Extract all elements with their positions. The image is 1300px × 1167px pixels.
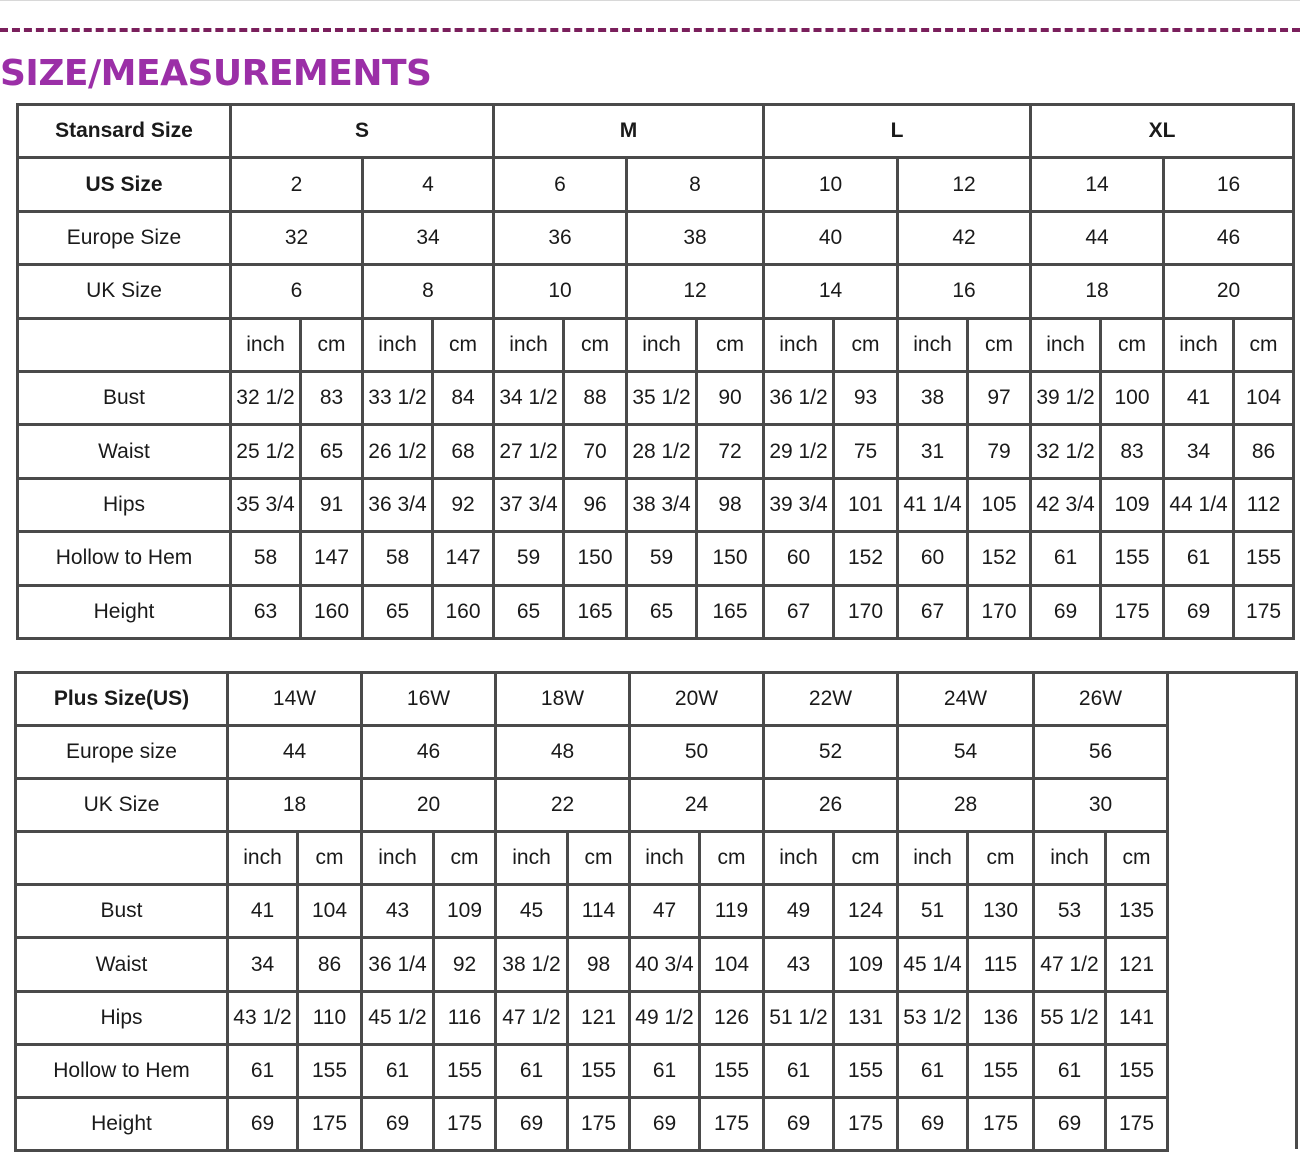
measurement-value: 110 — [298, 991, 362, 1044]
measurement-value: 84 — [433, 371, 494, 424]
measurement-value: 34 1/2 — [494, 371, 564, 424]
height-label: Height — [18, 585, 231, 638]
plus-europe-size-value: 46 — [362, 726, 496, 779]
table-row-plus-size — [16, 673, 1168, 726]
table-row-plus-height — [16, 1097, 1168, 1150]
measurement-value: 70 — [564, 425, 627, 478]
unit-cm: cm — [434, 832, 496, 885]
measurement-value: 109 — [434, 885, 496, 938]
bust-label: Bust — [18, 371, 231, 424]
top-border-line — [0, 0, 1300, 5]
measurement-value: 38 — [898, 371, 968, 424]
measurement-value: 61 — [898, 1044, 968, 1097]
measurement-value: 53 1/2 — [898, 991, 968, 1044]
unit-inch: inch — [228, 832, 298, 885]
measurement-value: 63 — [231, 585, 301, 638]
plus-europe-size-label: Europe size — [16, 726, 228, 779]
measurement-value: 34 — [1164, 425, 1234, 478]
measurement-value: 150 — [697, 532, 764, 585]
uk-size-value: 10 — [494, 265, 627, 318]
measurement-value: 170 — [834, 585, 898, 638]
measurement-value: 33 1/2 — [363, 371, 433, 424]
us-size-value: 12 — [898, 158, 1031, 211]
measurement-value: 55 1/2 — [1034, 991, 1106, 1044]
measurement-value: 69 — [362, 1097, 434, 1150]
uk-size-value: 8 — [363, 265, 494, 318]
measurement-value: 115 — [968, 938, 1034, 991]
measurement-value: 28 1/2 — [627, 425, 697, 478]
table-row-height — [18, 585, 1294, 638]
measurement-value: 31 — [898, 425, 968, 478]
measurement-value: 175 — [700, 1097, 764, 1150]
measurement-value: 155 — [1234, 532, 1294, 585]
measurement-value: 43 1/2 — [228, 991, 298, 1044]
measurement-value: 53 — [1034, 885, 1106, 938]
uk-size-value: 14 — [764, 265, 898, 318]
measurement-value: 60 — [764, 532, 834, 585]
plus-europe-size-value: 56 — [1034, 726, 1168, 779]
plus-size-value: 22W — [764, 673, 898, 726]
measurement-value: 92 — [434, 938, 496, 991]
measurement-value: 61 — [228, 1044, 298, 1097]
measurement-value: 97 — [968, 371, 1031, 424]
measurement-value: 96 — [564, 478, 627, 531]
measurement-value: 39 1/2 — [1031, 371, 1101, 424]
us-size-value: 14 — [1031, 158, 1164, 211]
measurement-value: 104 — [700, 938, 764, 991]
measurement-value: 43 — [362, 885, 434, 938]
plus-hips-label: Hips — [16, 991, 228, 1044]
measurement-value: 37 3/4 — [494, 478, 564, 531]
measurement-value: 86 — [1234, 425, 1294, 478]
measurement-value: 43 — [764, 938, 834, 991]
measurement-value: 141 — [1106, 991, 1168, 1044]
plus-europe-size-value: 54 — [898, 726, 1034, 779]
measurement-value: 69 — [228, 1097, 298, 1150]
size-group-xl: XL — [1031, 105, 1294, 158]
measurement-value: 36 1/4 — [362, 938, 434, 991]
plus-size-value: 20W — [630, 673, 764, 726]
unit-inch: inch — [764, 318, 834, 371]
measurement-value: 61 — [362, 1044, 434, 1097]
measurement-value: 25 1/2 — [231, 425, 301, 478]
measurement-value: 155 — [298, 1044, 362, 1097]
table-row-plus-hollow-to-hem — [16, 1044, 1168, 1097]
europe-size-value: 32 — [231, 211, 363, 264]
europe-size-value: 42 — [898, 211, 1031, 264]
measurement-value: 147 — [301, 532, 363, 585]
unit-inch: inch — [898, 318, 968, 371]
measurement-value: 65 — [363, 585, 433, 638]
table-row-plus-hips — [16, 991, 1168, 1044]
measurement-value: 69 — [630, 1097, 700, 1150]
unit-cm: cm — [697, 318, 764, 371]
table-row-plus-bust — [16, 885, 1168, 938]
unit-inch: inch — [764, 832, 834, 885]
plus-uk-size-value: 18 — [228, 779, 362, 832]
plus-europe-size-value: 52 — [764, 726, 898, 779]
measurement-value: 61 — [1164, 532, 1234, 585]
plus-europe-size-value: 48 — [496, 726, 630, 779]
europe-size-value: 34 — [363, 211, 494, 264]
europe-size-value: 44 — [1031, 211, 1164, 264]
uk-size-value: 20 — [1164, 265, 1294, 318]
measurement-value: 61 — [630, 1044, 700, 1097]
hollow-to-hem-label: Hollow to Hem — [18, 532, 231, 585]
measurement-value: 86 — [298, 938, 362, 991]
measurement-value: 45 1/2 — [362, 991, 434, 1044]
us-size-value: 16 — [1164, 158, 1294, 211]
measurement-value: 36 3/4 — [363, 478, 433, 531]
measurement-value: 49 — [764, 885, 834, 938]
measurement-value: 105 — [968, 478, 1031, 531]
unit-inch: inch — [363, 318, 433, 371]
plus-uk-size-value: 20 — [362, 779, 496, 832]
us-size-label: US Size — [18, 158, 231, 211]
table-row-standard-size — [18, 105, 1294, 158]
measurement-value: 67 — [764, 585, 834, 638]
measurement-value: 34 — [228, 938, 298, 991]
measurement-value: 45 1/4 — [898, 938, 968, 991]
measurement-value: 65 — [301, 425, 363, 478]
measurement-value: 41 — [1164, 371, 1234, 424]
table-row-uk-size — [18, 265, 1294, 318]
europe-size-label: Europe Size — [18, 211, 231, 264]
standard-size-table — [16, 103, 1295, 640]
unit-cm: cm — [968, 318, 1031, 371]
unit-cm: cm — [301, 318, 363, 371]
table-row-bust — [18, 371, 1294, 424]
measurement-value: 121 — [568, 991, 630, 1044]
uk-size-value: 6 — [231, 265, 363, 318]
dashed-divider — [0, 28, 1300, 32]
measurement-value: 42 3/4 — [1031, 478, 1101, 531]
size-group-l: L — [764, 105, 1031, 158]
measurement-value: 165 — [564, 585, 627, 638]
measurement-value: 155 — [968, 1044, 1034, 1097]
unit-inch: inch — [1034, 832, 1106, 885]
measurement-value: 175 — [568, 1097, 630, 1150]
measurement-value: 109 — [1101, 478, 1164, 531]
unit-cm: cm — [700, 832, 764, 885]
unit-inch: inch — [362, 832, 434, 885]
measurement-value: 69 — [764, 1097, 834, 1150]
measurement-value: 51 — [898, 885, 968, 938]
plus-uk-size-value: 26 — [764, 779, 898, 832]
plus-waist-label: Waist — [16, 938, 228, 991]
measurement-value: 136 — [968, 991, 1034, 1044]
europe-size-value: 38 — [627, 211, 764, 264]
unit-inch: inch — [630, 832, 700, 885]
measurement-value: 104 — [1234, 371, 1294, 424]
measurement-value: 61 — [1031, 532, 1101, 585]
measurement-value: 47 1/2 — [496, 991, 568, 1044]
unit-inch: inch — [496, 832, 568, 885]
measurement-value: 116 — [434, 991, 496, 1044]
table-row-plus-units — [16, 832, 1168, 885]
unit-inch: inch — [1164, 318, 1234, 371]
measurement-value: 59 — [494, 532, 564, 585]
units-blank-cell — [18, 318, 231, 371]
page-title: SIZE/MEASUREMENTS — [0, 53, 432, 94]
table-row-hips — [18, 478, 1294, 531]
unit-cm: cm — [1106, 832, 1168, 885]
hips-label: Hips — [18, 478, 231, 531]
measurement-value: 51 1/2 — [764, 991, 834, 1044]
measurement-value: 35 3/4 — [231, 478, 301, 531]
measurement-value: 92 — [433, 478, 494, 531]
europe-size-value: 46 — [1164, 211, 1294, 264]
plus-uk-size-value: 24 — [630, 779, 764, 832]
measurement-value: 41 — [228, 885, 298, 938]
measurement-value: 175 — [298, 1097, 362, 1150]
measurement-value: 155 — [1101, 532, 1164, 585]
measurement-value: 49 1/2 — [630, 991, 700, 1044]
plus-size-label: Plus Size(US) — [16, 673, 228, 726]
measurement-value: 160 — [301, 585, 363, 638]
waist-label: Waist — [18, 425, 231, 478]
measurement-value: 32 1/2 — [1031, 425, 1101, 478]
measurement-value: 155 — [1106, 1044, 1168, 1097]
measurement-value: 98 — [697, 478, 764, 531]
measurement-value: 27 1/2 — [494, 425, 564, 478]
us-size-value: 8 — [627, 158, 764, 211]
measurement-value: 112 — [1234, 478, 1294, 531]
measurement-value: 45 — [496, 885, 568, 938]
plus-size-value: 26W — [1034, 673, 1168, 726]
measurement-value: 175 — [968, 1097, 1034, 1150]
measurement-value: 130 — [968, 885, 1034, 938]
measurement-value: 119 — [700, 885, 764, 938]
measurement-value: 121 — [1106, 938, 1168, 991]
uk-size-value: 12 — [627, 265, 764, 318]
measurement-value: 36 1/2 — [764, 371, 834, 424]
measurement-value: 59 — [627, 532, 697, 585]
plus-size-value: 16W — [362, 673, 496, 726]
units-blank-cell — [16, 832, 228, 885]
measurement-value: 170 — [968, 585, 1031, 638]
table-row-us-size — [18, 158, 1294, 211]
measurement-value: 152 — [834, 532, 898, 585]
plus-uk-size-label: UK Size — [16, 779, 228, 832]
us-size-value: 6 — [494, 158, 627, 211]
unit-cm: cm — [433, 318, 494, 371]
measurement-value: 65 — [494, 585, 564, 638]
measurement-value: 61 — [496, 1044, 568, 1097]
measurement-value: 35 1/2 — [627, 371, 697, 424]
unit-cm: cm — [834, 832, 898, 885]
measurement-value: 175 — [1101, 585, 1164, 638]
unit-cm: cm — [834, 318, 898, 371]
measurement-value: 68 — [433, 425, 494, 478]
unit-cm: cm — [1234, 318, 1294, 371]
measurement-value: 124 — [834, 885, 898, 938]
measurement-value: 155 — [434, 1044, 496, 1097]
plus-europe-size-value: 44 — [228, 726, 362, 779]
measurement-value: 160 — [433, 585, 494, 638]
measurement-value: 65 — [627, 585, 697, 638]
us-size-value: 2 — [231, 158, 363, 211]
measurement-value: 83 — [1101, 425, 1164, 478]
measurement-value: 79 — [968, 425, 1031, 478]
measurement-value: 44 1/4 — [1164, 478, 1234, 531]
plus-table-side-box — [1166, 671, 1298, 1149]
measurement-value: 109 — [834, 938, 898, 991]
uk-size-value: 18 — [1031, 265, 1164, 318]
europe-size-value: 40 — [764, 211, 898, 264]
table-row-europe-size — [18, 211, 1294, 264]
table-row-waist — [18, 425, 1294, 478]
measurement-value: 61 — [764, 1044, 834, 1097]
uk-size-label: UK Size — [18, 265, 231, 318]
measurement-value: 147 — [433, 532, 494, 585]
us-size-value: 4 — [363, 158, 494, 211]
measurement-value: 155 — [568, 1044, 630, 1097]
measurement-value: 104 — [298, 885, 362, 938]
plus-hollow-to-hem-label: Hollow to Hem — [16, 1044, 228, 1097]
measurement-value: 101 — [834, 478, 898, 531]
unit-inch: inch — [898, 832, 968, 885]
size-group-s: S — [231, 105, 494, 158]
table-row-units — [18, 318, 1294, 371]
measurement-value: 39 3/4 — [764, 478, 834, 531]
unit-cm: cm — [968, 832, 1034, 885]
measurement-value: 29 1/2 — [764, 425, 834, 478]
measurement-value: 40 3/4 — [630, 938, 700, 991]
unit-inch: inch — [231, 318, 301, 371]
uk-size-value: 16 — [898, 265, 1031, 318]
measurement-value: 152 — [968, 532, 1031, 585]
standard-size-label: Stansard Size — [18, 105, 231, 158]
unit-cm: cm — [568, 832, 630, 885]
measurement-value: 175 — [1234, 585, 1294, 638]
measurement-value: 100 — [1101, 371, 1164, 424]
measurement-value: 26 1/2 — [363, 425, 433, 478]
measurement-value: 72 — [697, 425, 764, 478]
plus-europe-size-value: 50 — [630, 726, 764, 779]
measurement-value: 38 1/2 — [496, 938, 568, 991]
measurement-value: 38 3/4 — [627, 478, 697, 531]
measurement-value: 165 — [697, 585, 764, 638]
plus-height-label: Height — [16, 1097, 228, 1150]
measurement-value: 155 — [700, 1044, 764, 1097]
measurement-value: 67 — [898, 585, 968, 638]
measurement-value: 90 — [697, 371, 764, 424]
measurement-value: 114 — [568, 885, 630, 938]
measurement-value: 61 — [1034, 1044, 1106, 1097]
measurement-value: 155 — [834, 1044, 898, 1097]
measurement-value: 135 — [1106, 885, 1168, 938]
table-row-plus-uk-size — [16, 779, 1168, 832]
plus-uk-size-value: 28 — [898, 779, 1034, 832]
unit-inch: inch — [627, 318, 697, 371]
plus-size-value: 18W — [496, 673, 630, 726]
table-row-plus-waist — [16, 938, 1168, 991]
unit-cm: cm — [564, 318, 627, 371]
measurement-value: 175 — [1106, 1097, 1168, 1150]
measurement-value: 150 — [564, 532, 627, 585]
table-row-plus-europe-size — [16, 726, 1168, 779]
measurement-value: 58 — [231, 532, 301, 585]
measurement-value: 126 — [700, 991, 764, 1044]
measurement-value: 69 — [1031, 585, 1101, 638]
measurement-value: 69 — [496, 1097, 568, 1150]
measurement-value: 93 — [834, 371, 898, 424]
measurement-value: 69 — [1034, 1097, 1106, 1150]
measurement-value: 32 1/2 — [231, 371, 301, 424]
unit-inch: inch — [494, 318, 564, 371]
plus-uk-size-value: 30 — [1034, 779, 1168, 832]
measurement-value: 131 — [834, 991, 898, 1044]
table-row-hollow-to-hem — [18, 532, 1294, 585]
size-group-m: M — [494, 105, 764, 158]
measurement-value: 75 — [834, 425, 898, 478]
plus-uk-size-value: 22 — [496, 779, 630, 832]
unit-cm: cm — [298, 832, 362, 885]
measurement-value: 60 — [898, 532, 968, 585]
measurement-value: 69 — [1164, 585, 1234, 638]
measurement-value: 83 — [301, 371, 363, 424]
measurement-value: 69 — [898, 1097, 968, 1150]
unit-cm: cm — [1101, 318, 1164, 371]
plus-size-value: 24W — [898, 673, 1034, 726]
measurement-value: 47 — [630, 885, 700, 938]
plus-size-value: 14W — [228, 673, 362, 726]
plus-size-table — [14, 671, 1169, 1152]
measurement-value: 91 — [301, 478, 363, 531]
measurement-value: 88 — [564, 371, 627, 424]
measurement-value: 98 — [568, 938, 630, 991]
us-size-value: 10 — [764, 158, 898, 211]
plus-bust-label: Bust — [16, 885, 228, 938]
measurement-value: 41 1/4 — [898, 478, 968, 531]
unit-inch: inch — [1031, 318, 1101, 371]
measurement-value: 175 — [434, 1097, 496, 1150]
measurement-value: 175 — [834, 1097, 898, 1150]
europe-size-value: 36 — [494, 211, 627, 264]
measurement-value: 47 1/2 — [1034, 938, 1106, 991]
measurement-value: 58 — [363, 532, 433, 585]
